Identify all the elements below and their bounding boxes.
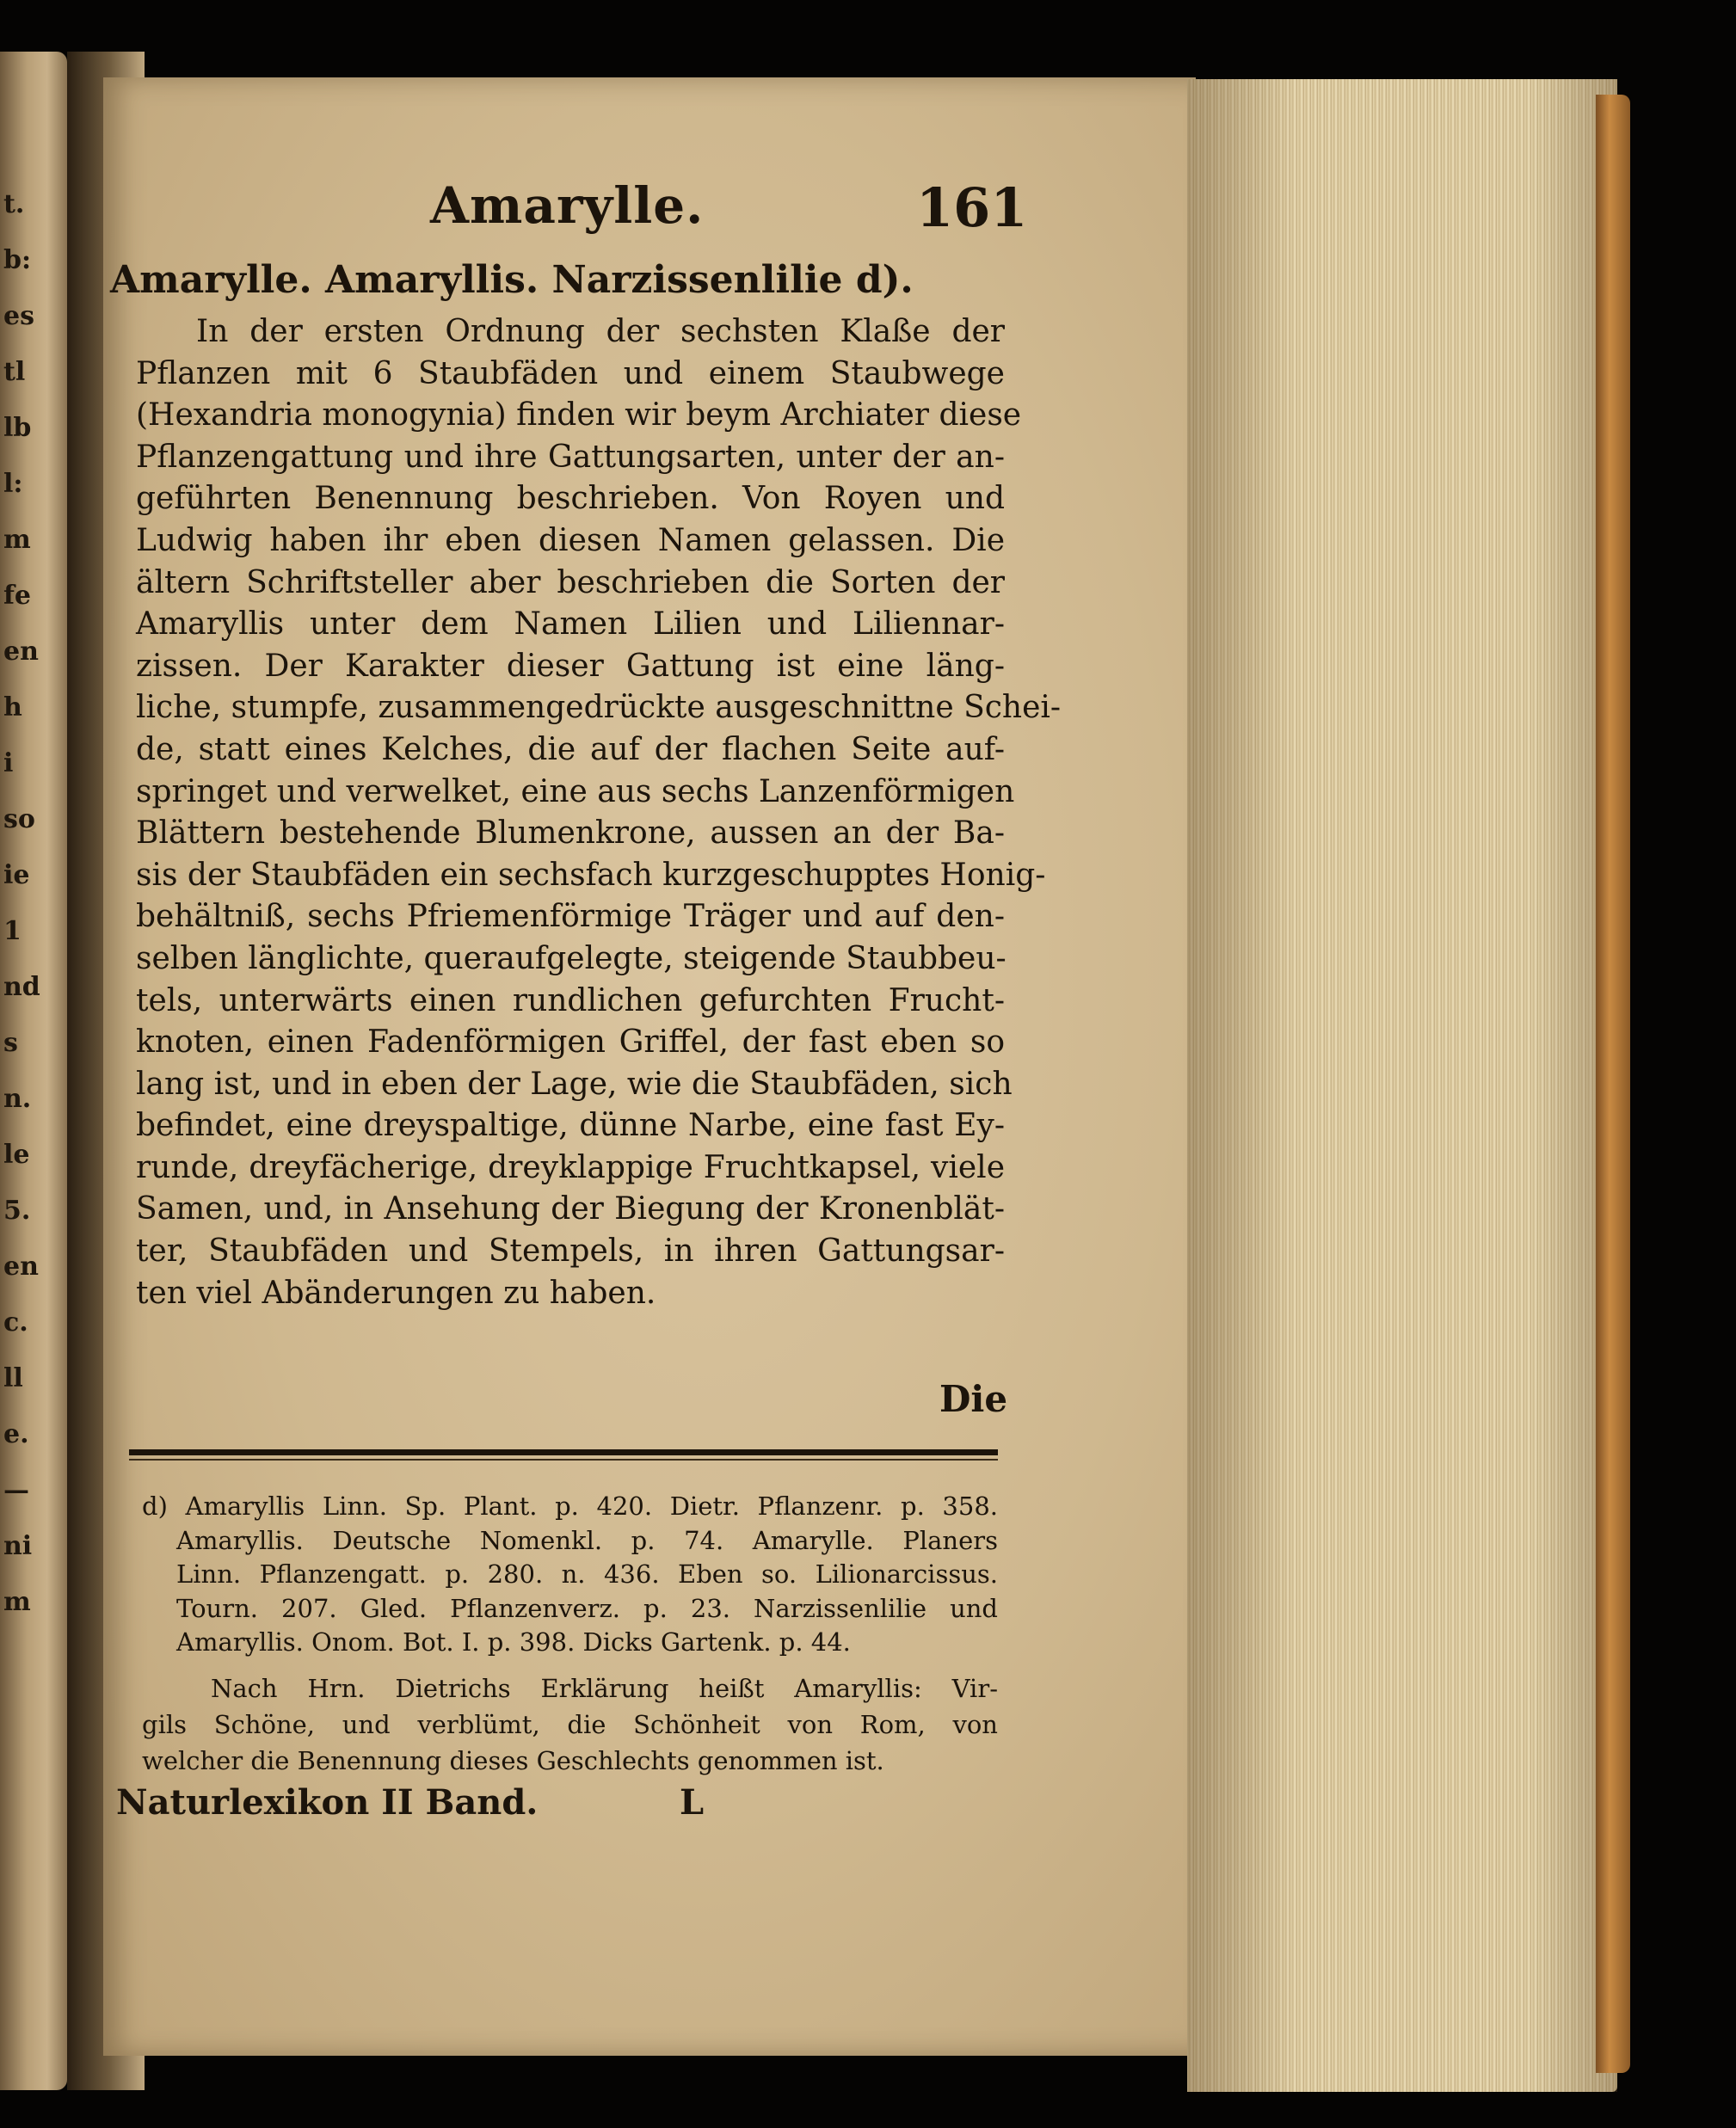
facing-page-fragment: ni <box>3 1531 33 1561</box>
facing-page-fragment: n. <box>3 1084 32 1114</box>
body-line: tels, unterwärts einen rundlichen gefurchten Frucht- <box>136 982 1005 1018</box>
body-line: befindet, eine dreyspaltige, dünne Narbe, eine fast Ey- <box>136 1108 1005 1144</box>
note-line: gils Schöne, und verblümt, die Schönheit von Rom, von <box>142 1710 998 1739</box>
facing-page-fragment: so <box>3 804 35 834</box>
facing-page-fragment: t. <box>3 189 25 219</box>
body-line: ter, Staubfäden und Stempels, in ihren Gattungsar- <box>136 1233 1005 1270</box>
facing-page-fragments <box>3 189 64 1643</box>
page-stack-shading <box>1187 79 1617 2092</box>
body-line: Pflanzengattung und ihre Gattungsarten, unter der an- <box>136 439 1005 475</box>
facing-page-fragment: e. <box>3 1419 29 1449</box>
body-line: Samen, und, in Ansehung der Biegung der Kronenblät- <box>136 1191 1005 1227</box>
footnote-explanation <box>142 1670 998 1779</box>
body-line: de, statt eines Kelches, die auf der flachen Seite auf- <box>136 731 1005 767</box>
running-head: Amarylle. <box>430 176 705 235</box>
facing-page-fragment: nd <box>3 972 40 1002</box>
facing-page-fragment: h <box>3 692 22 723</box>
footnote-rule-thin <box>129 1459 998 1461</box>
page-number: 161 <box>916 176 1028 239</box>
body-line: behältniß, sechs Pfriemenförmige Träger und auf den- <box>136 899 1005 935</box>
entry-body <box>136 311 1062 1314</box>
entry-heading: Amarylle. Amaryllis. Narzissenlilie d). <box>110 258 914 302</box>
facing-page-fragment: ll <box>3 1363 23 1393</box>
footnote-line: Amaryllis. Deutsche Nomenkl. p. 74. Amarylle. Planers <box>176 1525 998 1555</box>
body-line: springet und verwelket, eine aus sechs Lanzenförmigen <box>136 773 1015 809</box>
facing-page-fragment: 1 <box>3 916 22 946</box>
book-cover-edge <box>1596 95 1630 2073</box>
facing-page-edge <box>0 52 67 2090</box>
body-line: In der ersten Ordnung der sechsten Klaße der <box>196 314 1005 349</box>
facing-page-fragment: i <box>3 748 14 778</box>
catchword: Die <box>939 1378 1008 1420</box>
facing-page-fragment: l: <box>3 469 23 499</box>
body-line: Amaryllis unter dem Namen Lilien und Liliennar- <box>136 606 1005 643</box>
body-line: lang ist, und in eben der Lage, wie die Staubfäden, sich <box>136 1066 1013 1102</box>
facing-page-fragment: — <box>3 1475 29 1505</box>
footnote-line: Linn. Pflanzengatt. p. 280. n. 436. Eben so. Lilionarcissus. <box>176 1559 998 1589</box>
body-line: Ludwig haben ihr eben diesen Namen gelassen. Die <box>136 522 1005 558</box>
facing-page-fragment: lb <box>3 413 32 443</box>
signature-mark: L <box>680 1782 705 1823</box>
facing-page-fragment: es <box>3 301 34 331</box>
footnote-line: Amaryllis. Onom. Bot. I. p. 398. Dicks Gartenk. p. 44. <box>176 1627 851 1657</box>
body-line: ten viel Abänderungen zu haben. <box>136 1275 656 1311</box>
body-line: sis der Staubfäden ein sechsfach kurzgeschupptes Honig- <box>136 857 1046 893</box>
body-line: liche, stumpfe, zusammengedrückte ausgeschnittne Schei- <box>136 690 1062 726</box>
facing-page-fragment: tl <box>3 357 26 387</box>
signature-line: Naturlexikon II Band. <box>116 1782 539 1823</box>
facing-page-fragment: m <box>3 1587 31 1617</box>
body-line: zissen. Der Karakter dieser Gattung ist eine läng- <box>136 648 1005 684</box>
body-line: (Hexandria monogynia) finden wir beym Archiater diese <box>136 397 1022 434</box>
facing-page-fragment: s <box>3 1028 18 1058</box>
facing-page-fragment: fe <box>3 581 31 611</box>
body-line: runde, dreyfächerige, dreyklappige Fruchtkapsel, viele <box>136 1149 1005 1185</box>
footnote-line: Tourn. 207. Gled. Pflanzenverz. p. 23. Narzissenlilie und <box>176 1593 998 1623</box>
facing-page-fragment: c. <box>3 1307 28 1338</box>
facing-page-fragment: ie <box>3 860 30 890</box>
body-line: ältern Schriftsteller aber beschrieben die Sorten der <box>136 564 1005 600</box>
note-line: Nach Hrn. Dietrichs Erklärung heißt Amaryllis: Vir- <box>211 1674 998 1703</box>
body-line: Blättern bestehende Blumenkrone, aussen an der Ba- <box>136 815 1005 852</box>
footnote-rule <box>129 1449 998 1455</box>
facing-page-fragment: b: <box>3 245 32 275</box>
body-line: Pflanzen mit 6 Staubfäden und einem Staubwege <box>136 355 1005 391</box>
facing-page-fragment: en <box>3 637 39 667</box>
facing-page-fragment: le <box>3 1140 30 1170</box>
facing-page-fragment: 5. <box>3 1196 31 1226</box>
note-line: welcher die Benennung dieses Geschlechts genommen ist. <box>142 1746 884 1775</box>
body-line: selben länglichte, queraufgelegte, steigende Staubbeu- <box>136 940 1007 976</box>
body-line: knoten, einen Fadenförmigen Griffel, der fast eben so <box>136 1024 1005 1061</box>
footnote-line: d) Amaryllis Linn. Sp. Plant. p. 420. Dietr. Pflanzenr. p. 358. <box>142 1491 998 1521</box>
footnote-references <box>142 1490 998 1660</box>
facing-page-fragment: m <box>3 525 31 555</box>
body-line: geführten Benennung beschrieben. Von Royen und <box>136 481 1005 517</box>
facing-page-fragment: en <box>3 1252 39 1282</box>
